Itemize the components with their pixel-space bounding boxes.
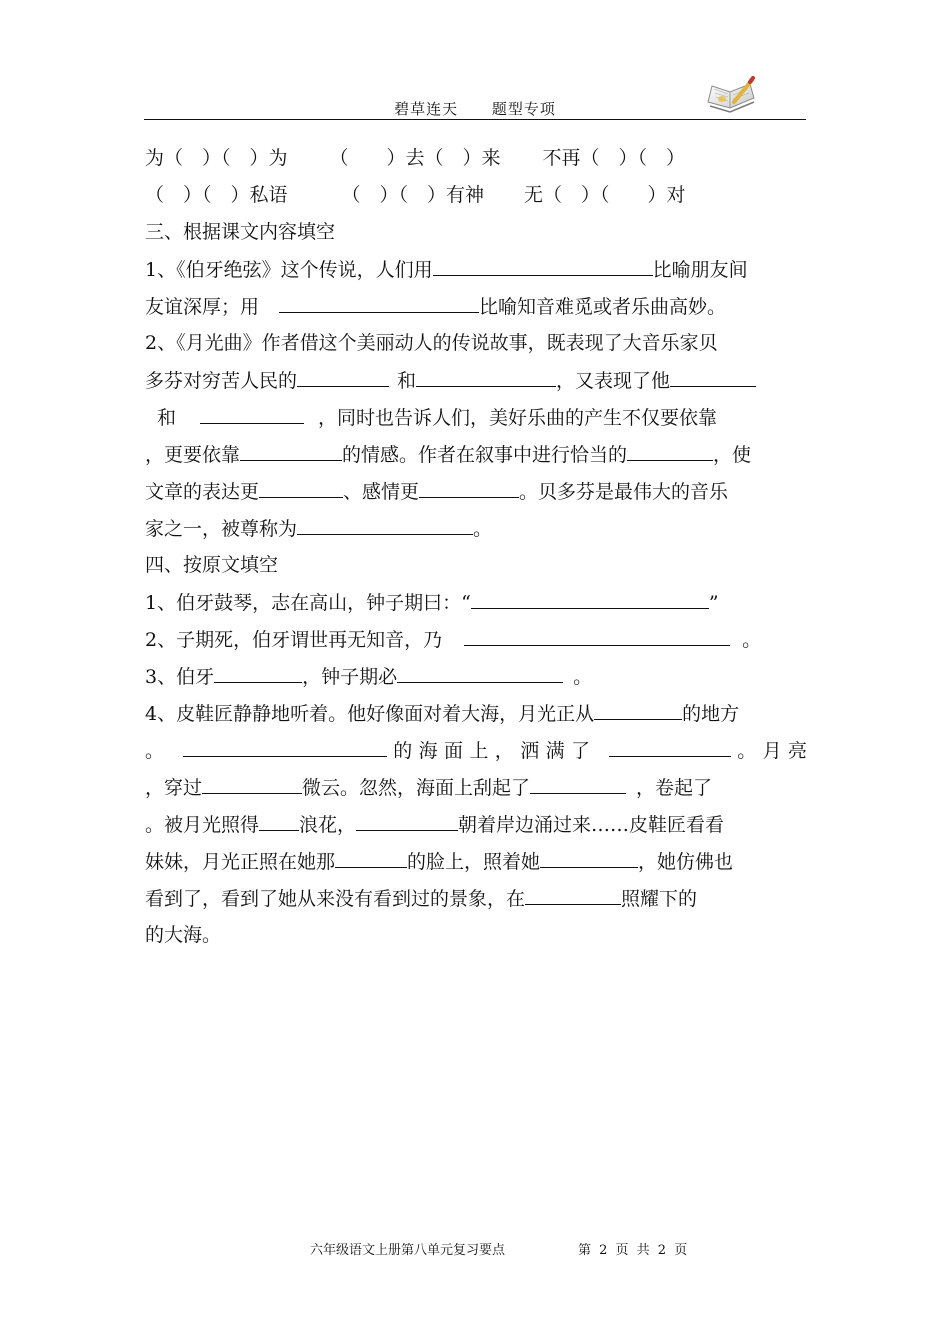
s3-q2-line-1: 2、《月光曲》作者借这个美丽动人的传说故事，既表现了大音乐家贝 [145, 332, 718, 354]
answer-blank[interactable] [433, 251, 653, 276]
answer-blank[interactable] [471, 584, 709, 609]
answer-blank[interactable] [335, 843, 407, 868]
s4-q4-line-6: 看到了，看到了她从来没有看到过的景象，在 照耀下的 [145, 880, 807, 917]
answer-blank[interactable] [240, 436, 342, 461]
answer-blank[interactable] [416, 362, 556, 387]
answer-blank[interactable] [530, 769, 626, 794]
section-3-title: 三、根据课文内容填空 [145, 221, 336, 243]
page-header [0, 98, 950, 119]
idiom-2c: 无（ ）（ ）对 [524, 184, 686, 206]
header-title-b: 题型专项 [491, 100, 556, 118]
s4-q4-line-7: 的大海。 [145, 924, 222, 946]
answer-blank[interactable] [200, 399, 304, 424]
footer-page-number: 第 2 页 共 2 页 [578, 1243, 688, 1258]
answer-blank[interactable] [356, 806, 458, 831]
header-rule [144, 119, 806, 120]
answer-blank[interactable] [297, 510, 473, 535]
answer-blank[interactable] [464, 621, 730, 646]
s3-q2-line-6: 家之一，被尊称为 。 [145, 510, 807, 547]
s4-q1: 1、伯牙鼓琴，志在高山，钟子期曰：“ ” [145, 584, 807, 621]
s4-q4-line-4: 。被月光照得 浪花， 朝着岸边涌过来……皮鞋匠看看 [145, 806, 807, 843]
answer-blank[interactable] [202, 769, 302, 794]
answer-blank[interactable] [259, 473, 343, 498]
answer-blank[interactable] [214, 658, 302, 683]
answer-blank[interactable] [594, 695, 682, 720]
footer-doc-title: 六年级语文上册第八单元复习要点 [310, 1243, 506, 1258]
s4-q4-line-5: 妹妹，月光正照在她那 的脸上，照着她 ，她仿佛也 [145, 843, 807, 880]
header-title-a: 碧草连天 [394, 100, 459, 118]
answer-blank[interactable] [525, 880, 621, 905]
answer-blank[interactable] [627, 436, 713, 461]
idiom-fill-line-2 [145, 177, 807, 214]
answer-blank[interactable] [279, 288, 479, 313]
s4-q4-line-3: ，穿过 微云。忽然，海面上刮起了 ，卷起了 [145, 769, 807, 806]
s4-q3: 3、伯牙 ，钟子期必 。 [145, 658, 807, 695]
s4-q4-line-2: 。 的海面上，洒满了 。月亮 [145, 732, 807, 769]
answer-blank[interactable] [297, 362, 389, 387]
answer-blank[interactable] [609, 732, 731, 757]
s4-q4-line-1: 4、皮鞋匠静静地听着。他好像面对着大海，月光正从 的地方 [145, 695, 807, 732]
s3-q2-line-2: 多芬对穷苦人民的 和 ，又表现了他 [145, 362, 807, 399]
answer-blank[interactable] [397, 658, 563, 683]
s4-q2: 2、子期死，伯牙谓世再无知音，乃 。 [145, 621, 807, 658]
s3-q1-line-1: 1、《伯牙绝弦》这个传说，人们用 比喻朋友间 [145, 251, 807, 288]
open-book-pencil-icon [704, 72, 758, 116]
idiom-1b: （ ）去（ ）来 [329, 147, 501, 169]
idiom-1c: 不再（ ）（ ） [542, 147, 686, 169]
s3-q2-line-4: ，更要依靠 的情感。作者在叙事中进行恰当的 ，使 [145, 436, 807, 473]
answer-blank[interactable] [419, 473, 519, 498]
s3-q2-line-3: 和 ，同时也告诉人们，美好乐曲的产生不仅要依靠 [145, 399, 807, 436]
idiom-2b: （ ）（ ）有神 [341, 184, 485, 206]
section-4-title: 四、按原文填空 [145, 554, 279, 576]
idiom-1a: 为（ ）（ ）为 [145, 147, 288, 169]
idiom-fill-line-1 [145, 140, 807, 177]
idiom-2a: （ ）（ ）私语 [145, 184, 288, 206]
worksheet-body [145, 140, 807, 954]
answer-blank[interactable] [670, 362, 756, 387]
answer-blank[interactable] [259, 806, 299, 831]
s3-q1-line-2: 友谊深厚；用 比喻知音难觅或者乐曲高妙。 [145, 288, 807, 325]
answer-blank[interactable] [540, 843, 638, 868]
s3-q2-line-5: 文章的表达更 、感情更 。贝多芬是最伟大的音乐 [145, 473, 807, 510]
answer-blank[interactable] [183, 732, 387, 757]
